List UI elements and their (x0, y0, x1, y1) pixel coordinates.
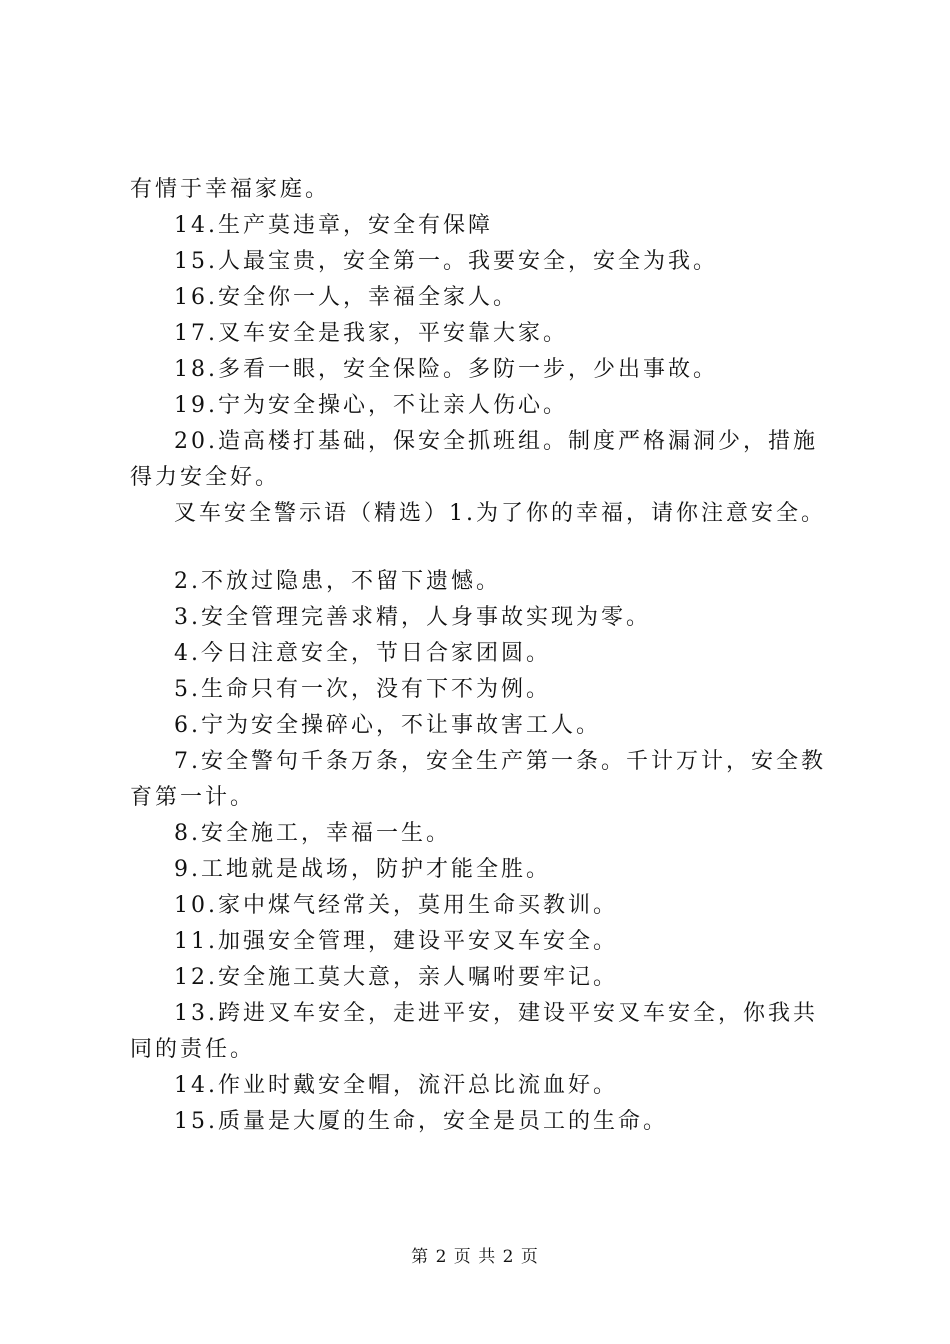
paragraph-gap (130, 532, 840, 564)
list-item: 15.人最宝贵，安全第一。我要安全，安全为我。 (174, 249, 718, 274)
list-item: 8.安全施工，幸福一生。 (174, 821, 451, 846)
list-item: 11.加强安全管理，建设平安叉车安全。 (174, 929, 618, 954)
list-item: 6.宁为安全操碎心，不让事故害工人。 (174, 713, 601, 738)
list-item: 19.宁为安全操心，不让亲人伤心。 (174, 393, 568, 418)
list-item: 14.生产莫违章，安全有保障 (174, 213, 493, 238)
list-item: 7.安全警句千条万条，安全生产第一条。千计万计，安全教育第一计。 (130, 749, 826, 810)
list-item: 5.生命只有一次，没有下不为例。 (174, 677, 551, 702)
list-item: 2.不放过隐患，不留下遗憾。 (174, 569, 501, 594)
section-heading-line: 叉车安全警示语（精选）1.为了你的幸福，请你注意安全。 (174, 501, 826, 526)
list-item: 4.今日注意安全，节日合家团圆。 (174, 641, 551, 666)
list-item: 20.造高楼打基础，保安全抓班组。制度严格漏洞少，措施得力安全好。 (130, 429, 818, 490)
list-item: 9.工地就是战场，防护才能全胜。 (174, 857, 551, 882)
list-item: 12.安全施工莫大意，亲人嘱咐要牢记。 (174, 965, 618, 990)
list-item: 13.跨进叉车安全，走进平安，建设平安叉车安全，你我共同的责任。 (130, 1001, 818, 1062)
list-item: 10.家中煤气经常关，莫用生命买教训。 (174, 893, 618, 918)
paragraph-continuation: 有情于幸福家庭。 (130, 177, 331, 202)
list-item: 3.安全管理完善求精，人身事故实现为零。 (174, 605, 651, 630)
list-item: 15.质量是大厦的生命，安全是员工的生命。 (174, 1109, 668, 1134)
list-item: 18.多看一眼，安全保险。多防一步，少出事故。 (174, 357, 718, 382)
list-item: 16.安全你一人，幸福全家人。 (174, 285, 518, 310)
list-item: 17.叉车安全是我家，平安靠大家。 (174, 321, 568, 346)
page-number-footer: 第 2 页 共 2 页 (411, 1247, 539, 1267)
document-body (130, 172, 840, 1140)
list-item: 14.作业时戴安全帽，流汗总比流血好。 (174, 1073, 618, 1098)
